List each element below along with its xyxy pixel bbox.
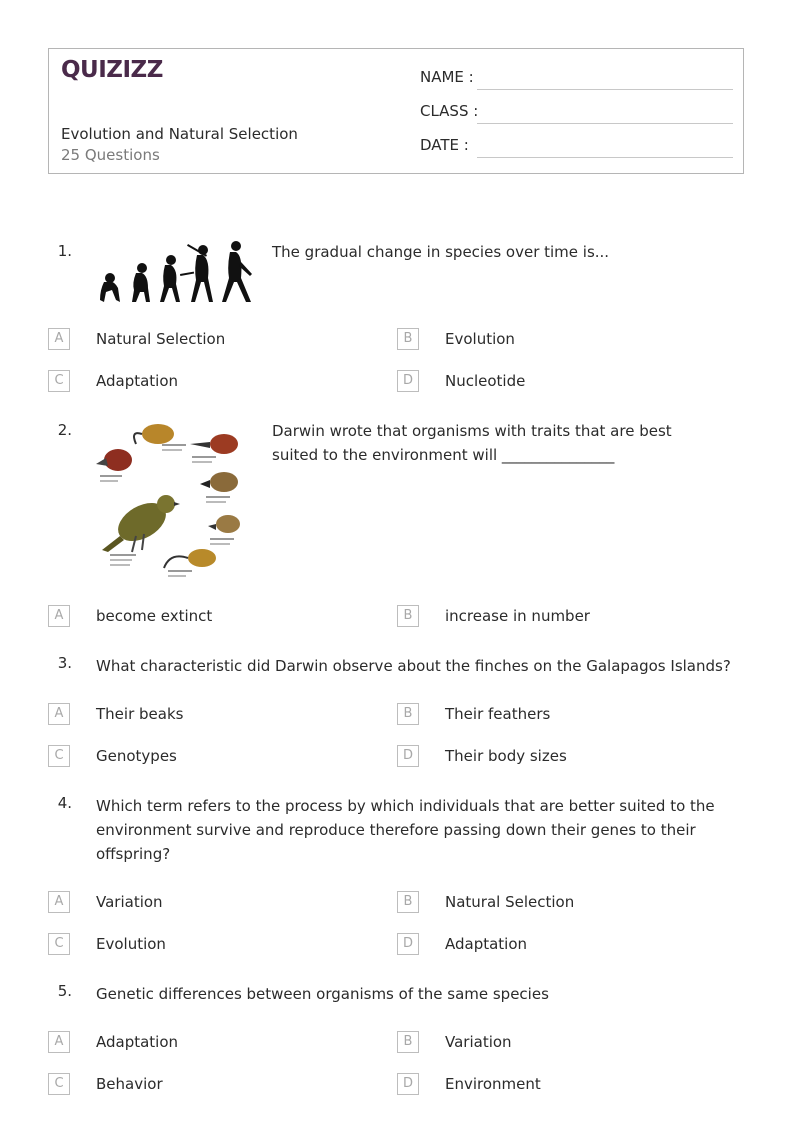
option-d-box[interactable]: D: [397, 745, 419, 767]
option-b-text[interactable]: Natural Selection: [445, 893, 575, 911]
class-line[interactable]: [477, 123, 733, 124]
option-a-box[interactable]: A: [48, 703, 70, 725]
option-b-box[interactable]: B: [397, 328, 419, 350]
option-b-box[interactable]: B: [397, 605, 419, 627]
option-b-box[interactable]: B: [397, 891, 419, 913]
question-text: The gradual change in species over time is...: [272, 243, 610, 261]
option-c-text[interactable]: Behavior: [96, 1075, 163, 1093]
option-d-text[interactable]: Nucleotide: [445, 372, 526, 390]
option-c-box[interactable]: C: [48, 1073, 70, 1095]
option-d-box[interactable]: D: [397, 370, 419, 392]
option-b-text[interactable]: Their feathers: [445, 705, 551, 723]
question-text: Darwin wrote that organisms with traits that are best suited to the environment will _______________: [272, 422, 672, 464]
option-a-text[interactable]: Adaptation: [96, 1033, 179, 1051]
question-number: 3.: [57, 654, 72, 672]
option-c-text[interactable]: Evolution: [96, 935, 166, 953]
date-line[interactable]: [477, 157, 733, 158]
option-a-text[interactable]: Their beaks: [96, 705, 184, 723]
option-a-box[interactable]: A: [48, 605, 70, 627]
date-label: DATE :: [420, 136, 469, 154]
option-d-box[interactable]: D: [397, 1073, 419, 1095]
option-c-box[interactable]: C: [48, 370, 70, 392]
option-c-text[interactable]: Genotypes: [96, 747, 177, 765]
question-number: 4.: [57, 794, 72, 812]
name-line[interactable]: [477, 89, 733, 90]
question-text: What characteristic did Darwin observe about the finches on the Galapagos Islands?: [96, 657, 731, 675]
class-label: CLASS :: [420, 102, 479, 120]
evolution-silhouette-image: [96, 238, 256, 306]
question-text: Which term refers to the process by which individuals that are better suited to the environment survive and reproduce therefore passing down their genes to their offspring?: [96, 797, 715, 863]
finches-image: [96, 420, 256, 580]
option-a-box[interactable]: A: [48, 328, 70, 350]
option-c-box[interactable]: C: [48, 933, 70, 955]
option-b-box[interactable]: B: [397, 703, 419, 725]
option-a-box[interactable]: A: [48, 1031, 70, 1053]
option-d-text[interactable]: Adaptation: [445, 935, 528, 953]
worksheet-title: Evolution and Natural Selection: [61, 125, 298, 143]
option-b-text[interactable]: Variation: [445, 1033, 512, 1051]
option-b-text[interactable]: increase in number: [445, 607, 590, 625]
quizizz-logo: QUIZIZZ: [61, 57, 163, 83]
option-a-text[interactable]: Natural Selection: [96, 330, 226, 348]
option-d-text[interactable]: Environment: [445, 1075, 541, 1093]
option-c-box[interactable]: C: [48, 745, 70, 767]
option-b-text[interactable]: Evolution: [445, 330, 515, 348]
name-label: NAME :: [420, 68, 474, 86]
option-a-text[interactable]: become extinct: [96, 607, 213, 625]
option-a-text[interactable]: Variation: [96, 893, 163, 911]
question-number: 1.: [57, 242, 72, 260]
worksheet-header: [48, 48, 744, 174]
option-c-text[interactable]: Adaptation: [96, 372, 179, 390]
option-a-box[interactable]: A: [48, 891, 70, 913]
question-count: 25 Questions: [61, 146, 160, 164]
option-b-box[interactable]: B: [397, 1031, 419, 1053]
question-text: Genetic differences between organisms of the same species: [96, 985, 549, 1003]
option-d-box[interactable]: D: [397, 933, 419, 955]
question-number: 5.: [57, 982, 72, 1000]
question-number: 2.: [57, 421, 72, 439]
option-d-text[interactable]: Their body sizes: [445, 747, 567, 765]
